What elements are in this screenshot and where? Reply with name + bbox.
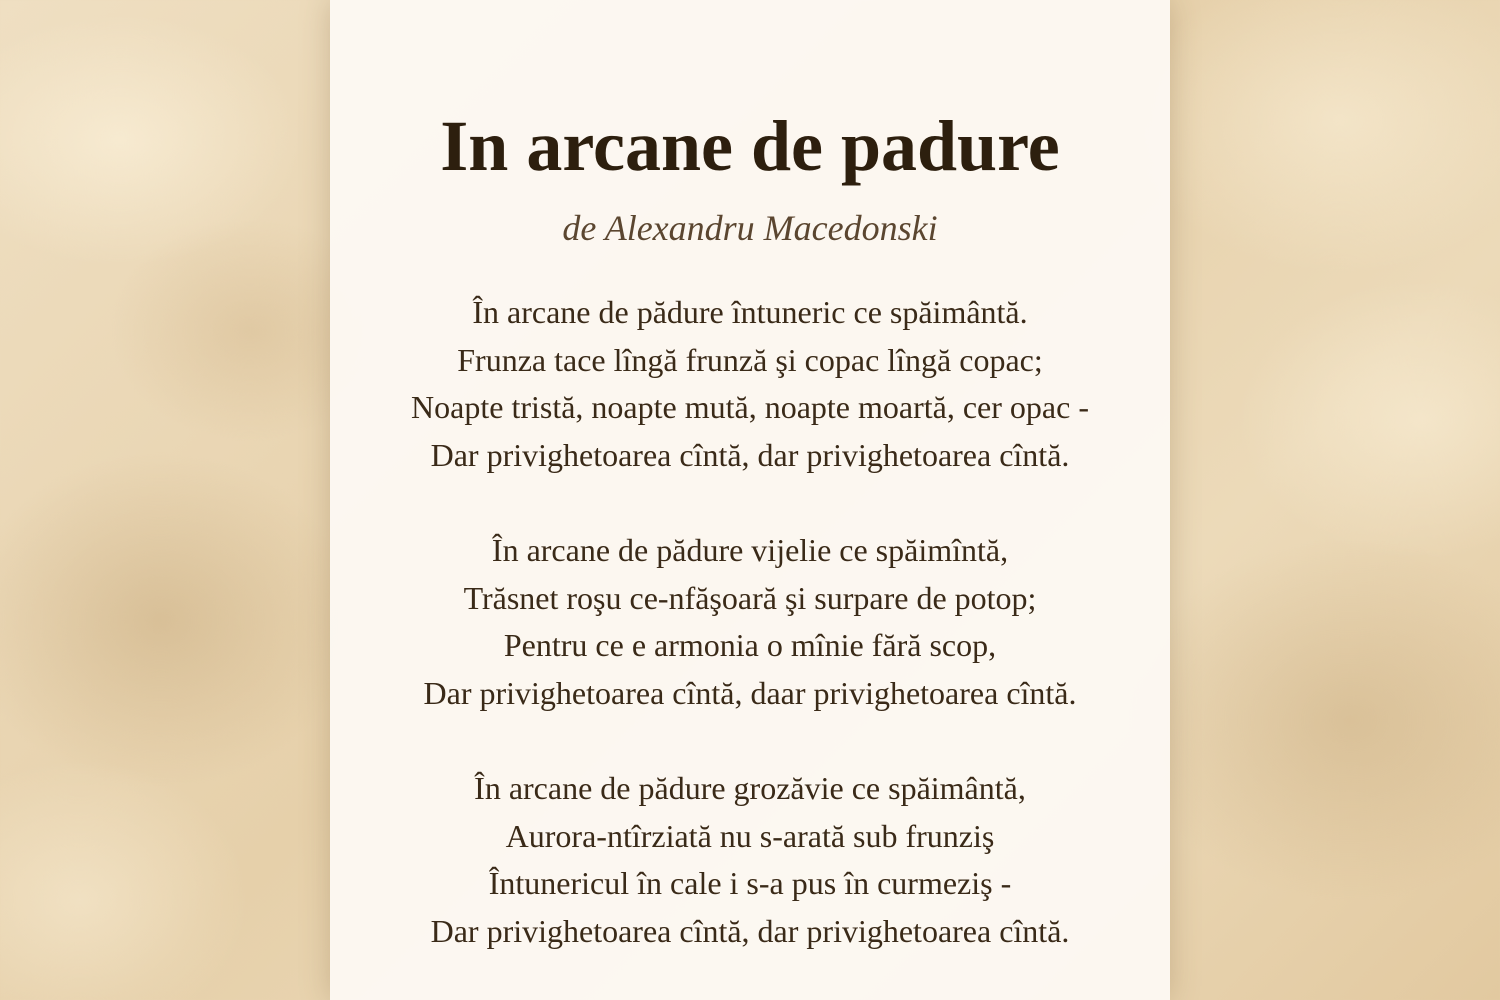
stanza-3 xyxy=(330,765,1170,955)
poem-line: Dar privighetoarea cîntă, dar privighetoarea cîntă. xyxy=(430,436,1070,473)
poem-page xyxy=(330,0,1170,1000)
poem-line: Frunza tace lîngă frunză şi copac lîngă copac; xyxy=(457,341,1043,378)
stanza-2 xyxy=(330,527,1170,717)
poem-line: În arcane de pădure grozăvie ce spăimântă, xyxy=(474,770,1026,806)
poem-line: Întunericul în cale i s-a pus în curmeziş - xyxy=(488,865,1012,901)
poem-title: In arcane de padure xyxy=(440,106,1060,186)
poem-line: Dar privighetoarea cîntă, dar privighetoarea cîntă. xyxy=(430,912,1070,949)
poem-body xyxy=(330,289,1170,1000)
poem-line: Noapte tristă, noapte mută, noapte moartă, cer opac - xyxy=(411,389,1089,425)
poem-line: În arcane de pădure întuneric ce spăimântă. xyxy=(472,294,1028,330)
poem-line: În arcane de pădure vijelie ce spăimîntă, xyxy=(491,532,1009,568)
poem-line: Pentru ce e armonia o mînie fără scop, xyxy=(503,627,997,663)
stanza-1 xyxy=(330,289,1170,479)
poem-line: Dar privighetoarea cîntă, daar privighetoarea cîntă. xyxy=(423,674,1077,711)
poem-line: Trăsnet roşu ce-nfăşoară şi surpare de potop; xyxy=(463,579,1037,616)
poem-author: de Alexandru Macedonski xyxy=(562,208,938,248)
poem-line: Aurora-ntîrziată nu s-arată sub frunziş xyxy=(505,817,995,854)
